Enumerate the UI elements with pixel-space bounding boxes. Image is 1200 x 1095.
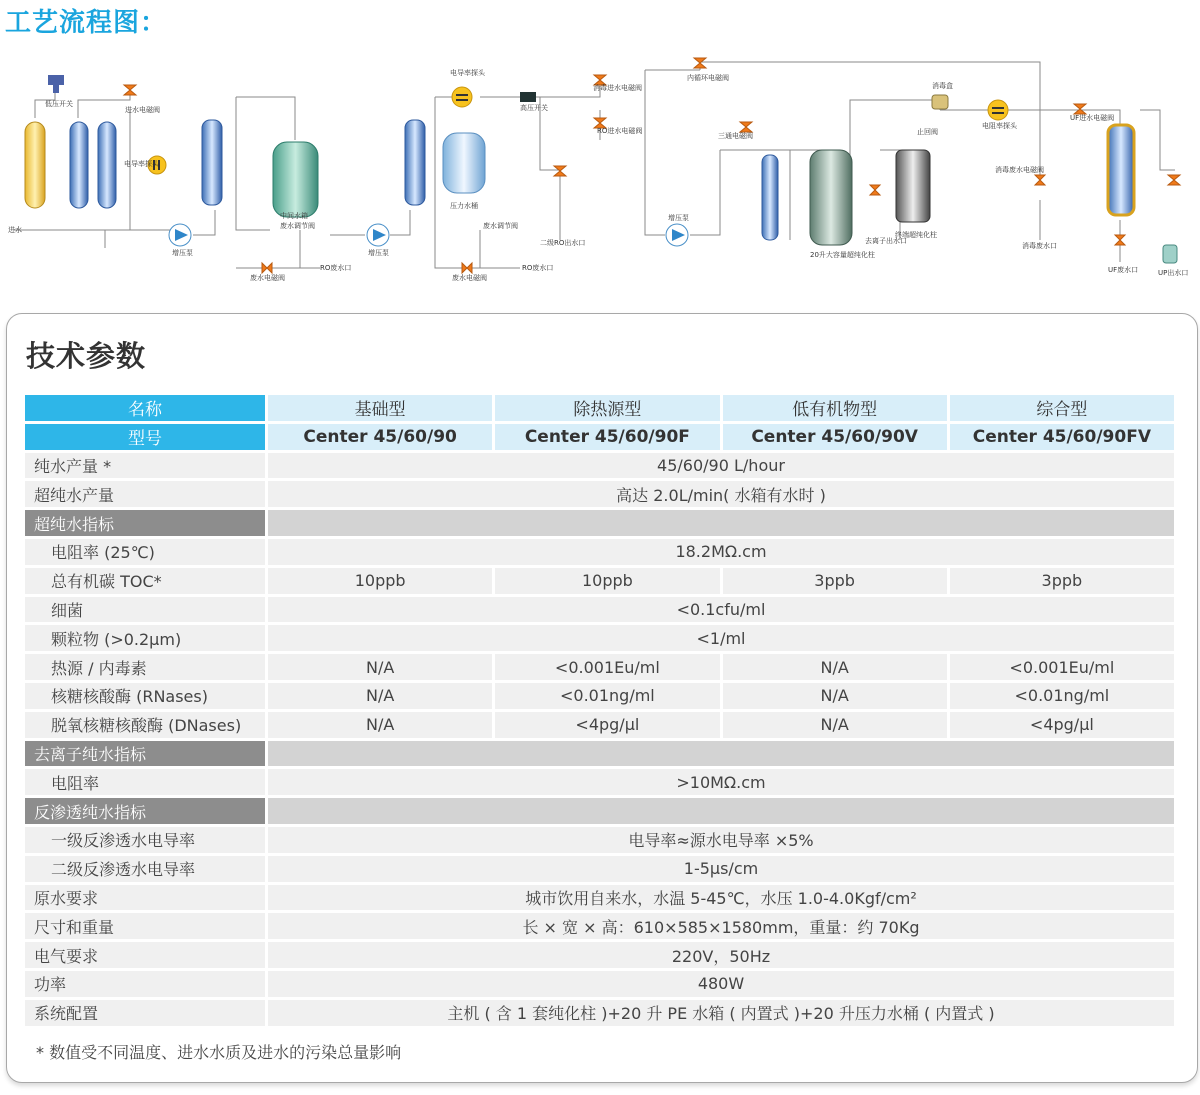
svg-text:低压开关: 低压开关 [45, 100, 73, 108]
row-value: <0.01ng/ml [495, 683, 719, 709]
footnote: * 数值受不同温度、进水水质及进水的污染总量影响 [36, 1043, 402, 1062]
row-label: 超纯水产量 [25, 481, 265, 507]
svg-text:20升大容量超纯化柱: 20升大容量超纯化柱 [810, 251, 875, 259]
section-row [25, 798, 1174, 824]
final-column-icon [896, 150, 930, 222]
svg-text:废水调节阀: 废水调节阀 [483, 222, 518, 230]
header-row-type [25, 395, 1174, 421]
row-value: <0.1cfu/ml [268, 597, 1174, 623]
row-value: 480W [268, 971, 1174, 997]
pretreat-column-icon [25, 122, 45, 208]
svg-text:三通电磁阀: 三通电磁阀 [718, 132, 753, 140]
row-label: 功率 [25, 971, 265, 997]
row-value: N/A [268, 683, 492, 709]
svg-text:消毒废水口: 消毒废水口 [1022, 242, 1057, 250]
row-label: 电阻率 [25, 769, 265, 795]
section-label: 去离子纯水指标 [25, 741, 265, 767]
kdf-column-icon [70, 122, 88, 208]
row-label: 细菌 [25, 597, 265, 623]
svg-text:二级RO出水口: 二级RO出水口 [540, 239, 586, 247]
svg-text:消毒盒: 消毒盒 [932, 82, 953, 90]
carbon-column-icon [98, 122, 116, 208]
row-value: 10ppb [268, 568, 492, 594]
svg-text:废水电磁阀: 废水电磁阀 [250, 274, 285, 282]
row-value: 10ppb [495, 568, 719, 594]
row-value: N/A [723, 654, 947, 680]
row-value: <0.01ng/ml [950, 683, 1174, 709]
svg-text:废水电磁阀: 废水电磁阀 [452, 274, 487, 282]
row-value: N/A [723, 683, 947, 709]
uv-lamp-icon [762, 155, 778, 240]
svg-text:内循环电磁阀: 内循环电磁阀 [687, 74, 729, 82]
table-row [25, 597, 1174, 623]
section-label: 超纯水指标 [25, 510, 265, 536]
table-row [25, 453, 1174, 479]
header-type: 除热源型 [495, 395, 719, 421]
table-row [25, 885, 1174, 911]
section-row [25, 741, 1174, 767]
row-label: 总有机碳 TOC* [25, 568, 265, 594]
row-label: 系统配置 [25, 1000, 265, 1026]
header-model: Center 45/60/90 [268, 424, 492, 450]
row-value: N/A [268, 712, 492, 738]
svg-text:进水电磁阀: 进水电磁阀 [125, 106, 160, 114]
svg-text:废水调节阀: 废水调节阀 [280, 222, 315, 230]
svg-text:RO废水口: RO废水口 [320, 264, 352, 272]
row-label: 脱氧核糖核酸酶 (DNases) [25, 712, 265, 738]
table-row [25, 654, 1174, 680]
big-column-icon [810, 150, 852, 245]
ro1-module-icon [202, 120, 222, 205]
svg-text:终端超纯化柱: 终端超纯化柱 [895, 231, 937, 239]
table-row [25, 539, 1174, 565]
mid-tank-icon [273, 142, 318, 217]
row-value: 220V，50Hz [268, 942, 1174, 968]
svg-text:UP出水口: UP出水口 [1158, 269, 1189, 277]
svg-text:消毒进水电磁阀: 消毒进水电磁阀 [593, 84, 642, 92]
row-value: N/A [723, 712, 947, 738]
table-row [25, 971, 1174, 997]
row-label: 电气要求 [25, 942, 265, 968]
row-label: 核糖核酸酶 (RNases) [25, 683, 265, 709]
row-value: 高达 2.0L/min( 水箱有水时 ) [268, 481, 1174, 507]
table-row [25, 481, 1174, 507]
row-value: 1-5μs/cm [268, 856, 1174, 882]
row-value: <1/ml [268, 625, 1174, 651]
row-label: 热源 / 内毒素 [25, 654, 265, 680]
table-row [25, 712, 1174, 738]
flow-title: 工艺流程图： [5, 8, 168, 38]
svg-text:去离子出水口: 去离子出水口 [865, 237, 907, 245]
row-value: 18.2MΩ.cm [268, 539, 1174, 565]
svg-text:电导率探头: 电导率探头 [450, 69, 485, 77]
row-value: N/A [268, 654, 492, 680]
header-type: 基础型 [268, 395, 492, 421]
section-row [25, 510, 1174, 536]
row-value: <0.001Eu/ml [950, 654, 1174, 680]
pump-icons [169, 224, 688, 246]
svg-text:进水: 进水 [8, 226, 22, 234]
svg-text:电阻率探头: 电阻率探头 [982, 122, 1017, 130]
process-flow-diagram [0, 40, 1200, 290]
header-model-label: 型号 [25, 424, 265, 450]
header-row-model [25, 424, 1174, 450]
header-model: Center 45/60/90V [723, 424, 947, 450]
low-pressure-switch-icon [48, 75, 64, 93]
row-value: 电导率≈源水电导率 ×5% [268, 827, 1174, 853]
row-label: 二级反渗透水电导率 [25, 856, 265, 882]
ro2-module-icon [405, 120, 425, 205]
section-fill [268, 741, 1174, 767]
spec-table [22, 392, 1177, 1029]
svg-text:增压泵: 增压泵 [668, 214, 689, 222]
table-row [25, 769, 1174, 795]
table-row [25, 942, 1174, 968]
section-label: 反渗透纯水指标 [25, 798, 265, 824]
svg-text:电导率探头: 电导率探头 [124, 160, 159, 168]
table-row [25, 625, 1174, 651]
row-value: <0.001Eu/ml [495, 654, 719, 680]
pressure-tank-icon [443, 133, 485, 193]
svg-text:UF进水电磁阀: UF进水电磁阀 [1070, 114, 1115, 122]
svg-text:RO废水口: RO废水口 [522, 264, 554, 272]
header-type: 低有机物型 [723, 395, 947, 421]
svg-text:增压泵: 增压泵 [368, 249, 389, 257]
row-value: 主机 ( 含 1 套纯化柱 )+20 升 PE 水箱 ( 内置式 )+20 升压力水桶 ( 内置式 ) [268, 1000, 1174, 1026]
spec-title: 技术参数 [26, 339, 147, 373]
row-value: <4pg/μl [495, 712, 719, 738]
row-value: 3ppb [950, 568, 1174, 594]
row-label: 一级反渗透水电导率 [25, 827, 265, 853]
table-row [25, 568, 1174, 594]
row-label: 颗粒物 (>0.2μm) [25, 625, 265, 651]
uf-module-icon [1108, 125, 1134, 215]
svg-text:止回阀: 止回阀 [917, 128, 938, 136]
row-label: 原水要求 [25, 885, 265, 911]
row-value: >10MΩ.cm [268, 769, 1174, 795]
table-row [25, 856, 1174, 882]
row-value: 3ppb [723, 568, 947, 594]
row-value: 45/60/90 L/hour [268, 453, 1174, 479]
svg-text:压力水桶: 压力水桶 [450, 202, 478, 210]
svg-text:UF废水口: UF废水口 [1108, 266, 1139, 274]
header-model: Center 45/60/90F [495, 424, 719, 450]
flow-labels [8, 68, 1188, 282]
row-label: 电阻率 (25℃) [25, 539, 265, 565]
table-row [25, 827, 1174, 853]
svg-text:中间水箱: 中间水箱 [280, 212, 308, 220]
svg-text:RO进水电磁阀: RO进水电磁阀 [597, 127, 643, 135]
table-row [25, 1000, 1174, 1026]
header-model: Center 45/60/90FV [950, 424, 1174, 450]
section-fill [268, 510, 1174, 536]
row-label: 纯水产量 * [25, 453, 265, 479]
row-label: 尺寸和重量 [25, 913, 265, 939]
header-type: 综合型 [950, 395, 1174, 421]
svg-text:增压泵: 增压泵 [172, 249, 193, 257]
row-value: <4pg/μl [950, 712, 1174, 738]
svg-text:消毒废水电磁阀: 消毒废水电磁阀 [995, 166, 1044, 174]
table-row [25, 683, 1174, 709]
row-value: 城市饮用自来水，水温 5-45℃，水压 1.0-4.0Kgf/cm² [268, 885, 1174, 911]
header-name-label: 名称 [25, 395, 265, 421]
section-fill [268, 798, 1174, 824]
row-value: 长 × 宽 × 高：610×585×1580mm，重量：约 70Kg [268, 913, 1174, 939]
table-row [25, 913, 1174, 939]
svg-text:高压开关: 高压开关 [520, 104, 548, 112]
